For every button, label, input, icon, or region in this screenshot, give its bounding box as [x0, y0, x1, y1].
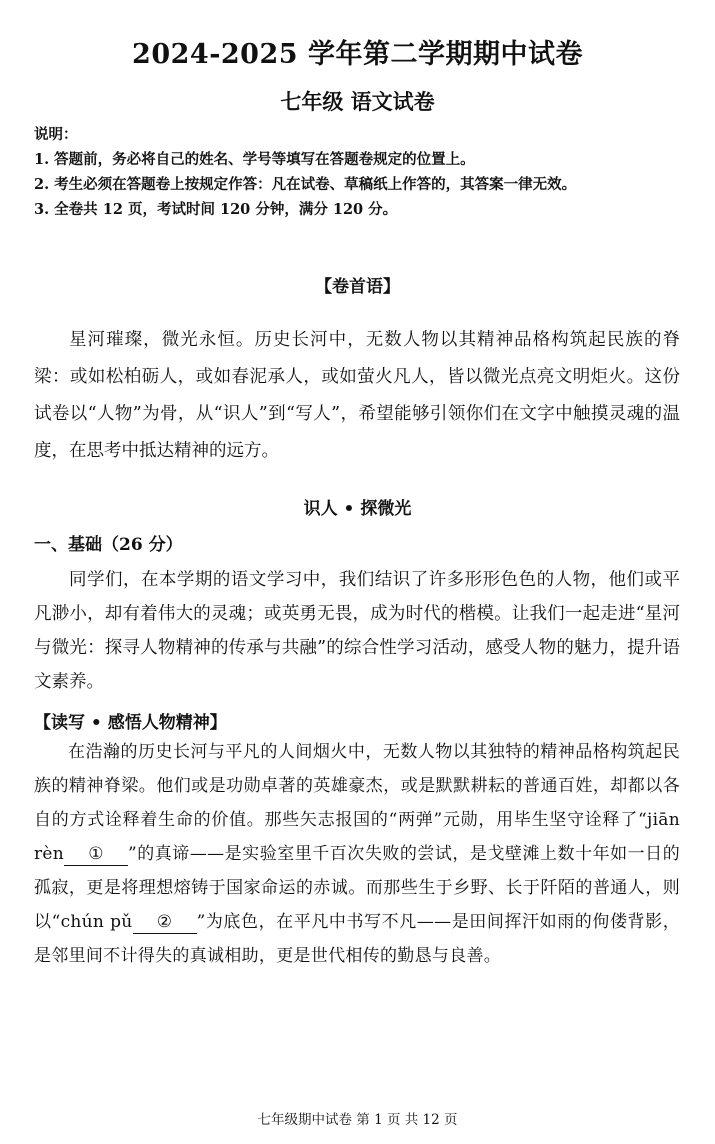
reading-text-3: ”为底色，在平凡中书写不凡——是田间挥汗如雨的佝偻背影，是邻里间不计得失的真诚相助，更是世代相传的勤恳与良善。	[34, 912, 680, 966]
page-footer: 七年级期中试卷 第 1 页 共 12 页	[257, 1112, 458, 1128]
section-title: 一、基础（26 分）	[34, 535, 183, 555]
instruction-item-3: 3. 全卷共 12 页，考试时间 120 分钟，满分 120 分。	[34, 201, 398, 218]
instructions-block	[34, 122, 694, 222]
reading-passage	[34, 735, 680, 973]
answer-blank-2: ②	[133, 911, 197, 934]
reading-heading: 【读写 • 感悟人物精神】	[34, 713, 227, 733]
exam-subtitle: 七年级 语文试卷	[280, 89, 435, 114]
reading-text-2: ”的真谛——是实验室里千百次失败的尝试，是戈壁滩上数十年如一日的孤寂，更是将理想熔铸于国家命运的赤诚。而那些生于乡野、长于阡陌的普通人，则以“chún pǔ	[34, 844, 680, 932]
reading-text-1: 在浩瀚的历史长河与平凡的人间烟火中，无数人物以其独特的精神品格构筑起民族的精神脊梁。他们或是功勋卓著的英雄豪杰，或是默默耕耘的普通百姓，却都以各自的方式诠释着生命的价值。那些矢志报国的“两弹”元勋，用毕生坚守诠释了“jiān rèn	[34, 742, 680, 864]
instructions-label: 说明：	[34, 126, 78, 143]
part-heading: 识人 • 探微光	[303, 499, 412, 519]
preface-heading: 【卷首语】	[315, 277, 400, 297]
instruction-item-2: 2. 考生必须在答题卷上按规定作答：凡在试卷、草稿纸上作答的，其答案一律无效。	[34, 176, 577, 193]
exam-title: 2024-2025 学年第二学期期中试卷	[132, 39, 583, 70]
instruction-item-1: 1. 答题前，务必将自己的姓名、学号等填写在答题卷规定的位置上。	[34, 151, 475, 168]
part-intro-text: 同学们，在本学期的语文学习中，我们结识了许多形形色色的人物，他们或平凡渺小，却有着伟大的灵魂；或英勇无畏，成为时代的楷模。让我们一起走进“星河与微光：探寻人物精神的传承与共融”的综合性学习活动，感受人物的魅力，提升语文素养。	[34, 570, 680, 692]
preface-text: 星河璀璨，微光永恒。历史长河中，无数人物以其精神品格构筑起民族的脊梁：或如松柏砺人，或如春泥承人，或如萤火凡人，皆以微光点亮文明炬火。这份试卷以“人物”为骨，从“识人”到“写人”，希望能够引领你们在文字中触摸灵魂的温度，在思考中抵达精神的远方。	[34, 330, 680, 461]
answer-blank-1: ①	[64, 843, 128, 866]
